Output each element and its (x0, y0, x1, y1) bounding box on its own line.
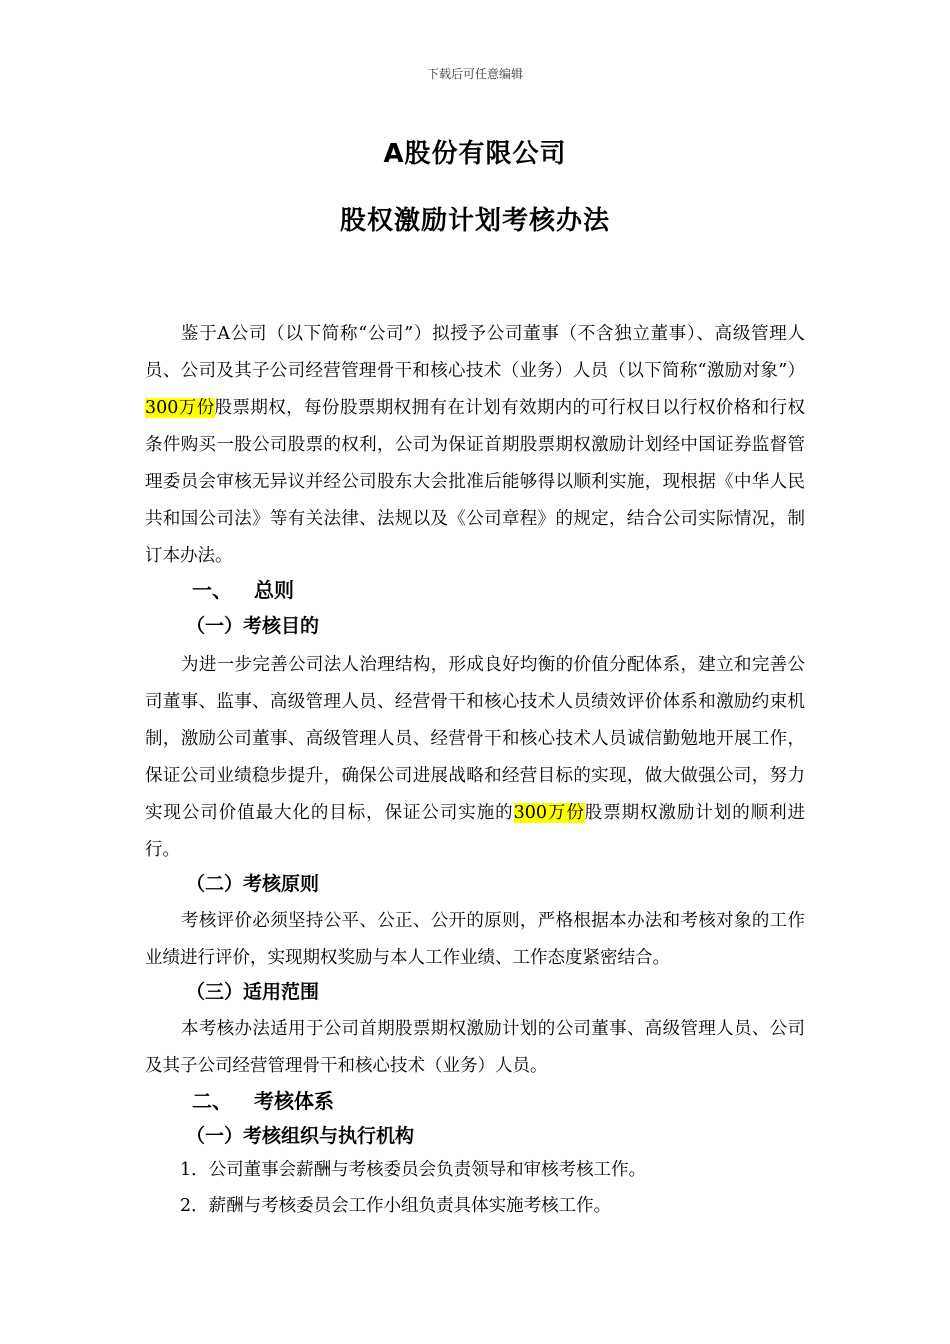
header-note: 下载后可任意编辑 (426, 67, 523, 81)
intro-paragraph (145, 316, 805, 575)
intro-text-2: 股票期权，每份股票期权拥有在计划有效期内的可行权日以行权价格和行权条件购买一股公司股票的权利，公司为保证首期股票期权激励计划经中国证券监督管理委员会审核无异议并经公司股东大会批准后能够得以顺利实施，现根据《中华人民共和国公司法》等有关法律、法规以及《公司章程》的规定，结合公司实际情况，制订本办法。 (145, 398, 806, 566)
section1-sub1-heading: （一）考核目的 (186, 615, 320, 637)
section1-sub2-heading: （二）考核原则 (186, 873, 320, 895)
sub1-text-2: 股票期权激励计划的顺利进行。 (145, 803, 806, 860)
section2-title: 考核体系 (254, 1089, 334, 1113)
list-item: 1．公司董事会薪酬与考核委员会负责领导和审核考核工作。 (180, 1160, 647, 1180)
section2-number: 二、 (192, 1089, 232, 1113)
document-subtitle: 股权激励计划考核办法 (339, 206, 610, 236)
section1-sub3-paragraph: 本考核办法适用于公司首期股票期权激励计划的公司董事、高级管理人员、公司及其子公司经营管理骨干和核心技术（业务）人员。 (145, 1019, 805, 1076)
section2-sub1-heading: （一）考核组织与执行机构 (186, 1125, 415, 1147)
section1-sub1-paragraph (145, 647, 805, 869)
section1-title: 总则 (254, 578, 294, 602)
document-title: A股份有限公司 (383, 139, 567, 169)
section1-number: 一、 (192, 578, 232, 602)
section2-heading (192, 1085, 334, 1114)
sub1-text-1: 为进一步完善公司法人治理结构，形成良好均衡的价值分配体系，建立和完善公司董事、监事、高级管理人员、经营骨干和核心技术人员绩效评价体系和激励约束机制，激励公司董事、高级管理人员、经营骨干和核心技术人员诚信勤勉地开展工作，保证公司业绩稳步提升，确保公司进展战略和经营目标的实现，做大做强公司，努力实现公司价值最大化的目标，保证公司实施的 (145, 655, 805, 823)
section1-heading (192, 574, 294, 603)
section1-sub2-paragraph: 考核评价必须坚持公平、公正、公开的原则，严格根据本办法和考核对象的工作业绩进行评价，实现期权奖励与本人工作业绩、工作态度紧密结合。 (145, 911, 805, 968)
sub1-highlight: 300万份 (513, 803, 585, 823)
intro-highlight: 300万份 (145, 398, 215, 418)
section1-sub3-heading: （三）适用范围 (186, 981, 320, 1003)
list-item: 2．薪酬与考核委员会工作小组负责具体实施考核工作。 (180, 1196, 612, 1216)
intro-text-1: 鉴于A公司（以下简称“公司”）拟授予公司董事（不含独立董事）、高级管理人员、公司及其子公司经营管理骨干和核心技术（业务）人员（以下简称“激励对象”） (145, 324, 805, 381)
